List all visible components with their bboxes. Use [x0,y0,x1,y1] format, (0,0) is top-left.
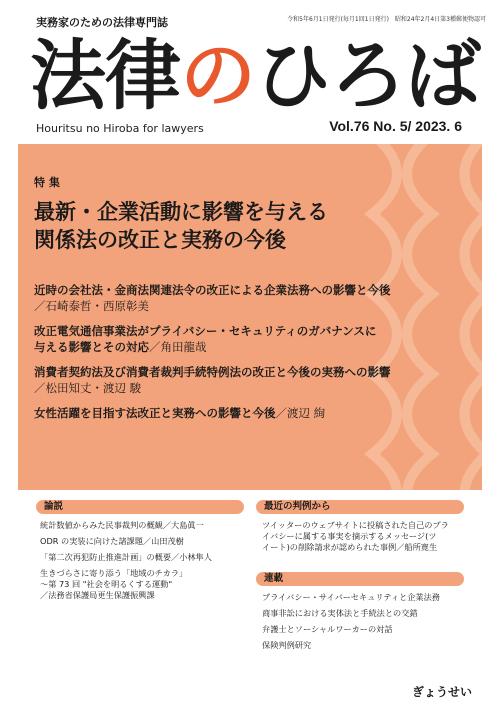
rensai-list [262,592,467,656]
publisher-name: ぎょうせい [411,685,472,699]
feature-article-list [34,282,454,421]
magazine-logo [30,31,480,120]
list-item: プライバシー・サイバーセキュリティと企業法務 [262,592,440,602]
list-item: 統計数値からみた民事裁判の概観／大島眞一 [40,520,204,530]
article-title: 改正電気通信事業法がプライバシー・セキュリティのガバナンスに [34,324,377,338]
article-author: ／角田龍哉 [149,340,207,354]
list-item: イバシーに属する事実を摘示するメッセージ(ツ [262,531,437,541]
list-item: ／法務省保護局更生保護振興課 [40,590,155,600]
list-item: 弁護士とソーシャルワーカーの対話 [262,624,393,634]
feature-article [34,364,454,396]
magazine-romaji: Houritsu no Hiroba for lawyers [36,122,204,135]
article-author: ／石崎泰哲・西原彰美 [34,299,149,313]
list-item: ツイッターのウェブサイトに投稿された自己のプラ [262,520,449,530]
article-title: 近時の会社法・金商法関連法令の改正による企業法務への影響と今後 [34,283,391,297]
list-item: 商事非訟における実体法と手続法との交錯 [262,608,418,618]
list-item: イート)の削除請求が認められた事例／船所寛生 [262,542,438,552]
hanreki-list [262,520,467,553]
tagline: 実務家のための法律専門誌 [36,16,168,29]
logo-part-hou: 法律 [30,31,180,120]
feature-title-line-1: 最新・企業活動に影響を与える [34,200,328,224]
article-author: ／渡辺 絢 [275,406,326,420]
list-item: ～第 73 回 "社会を明るくする運動" [40,579,173,589]
list-item: 「第二次再犯防止推進計画」の概要／小林隼人 [40,552,212,562]
logo-part-hiroba: ひろば [255,31,480,120]
volume-number: Vol.76 No. 5/ 2023. 6 [329,118,462,134]
logo-part-no: の [180,31,255,120]
section-heading-ronsetsu: 論説 [36,500,244,514]
list-item: ODR の実装に向けた諸課題／山田茂樹 [40,536,184,546]
feature-title-line-2: 関係法の改正と実務の今後 [34,228,286,252]
publication-info: 令和5年6月1日発行(毎月1回1日発行) 昭和24年2月4日第3種郵便物認可 [287,16,486,23]
feature-toc [34,174,454,430]
article-title: 消費者契約法及び消費者裁判手続特例法の改正と今後の実務への影響 [34,365,391,379]
ronsetsu-list [40,520,245,606]
feature-label: 特 集 [34,176,60,189]
feature-article [34,323,454,355]
article-author: ／松田知丈・渡辺 駿 [34,381,142,395]
section-heading-hanreki: 最近の判例から [256,500,464,514]
article-title-cont: 与える影響とその対応 [34,340,149,354]
feature-panel [18,144,482,490]
feature-article [34,282,454,314]
feature-article [34,405,454,421]
article-title: 女性活躍を目指す法改正と実務への影響と今後 [34,406,276,420]
list-item: 保険判例研究 [262,640,312,650]
section-heading-rensai: 連載 [256,572,464,586]
list-item: 生きづらさに寄り添う「地域のチカラ」 [40,568,188,578]
